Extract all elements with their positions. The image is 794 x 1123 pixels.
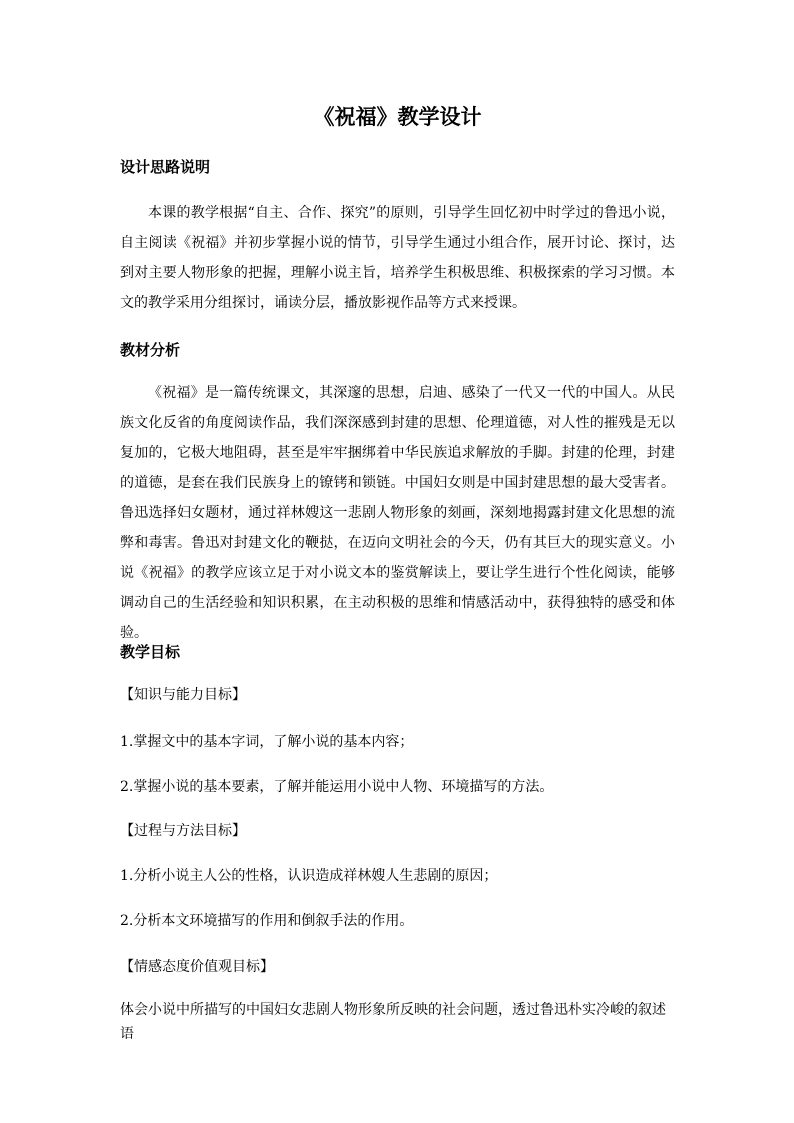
goal-item-process-2: 2.分析本文环境描写的作用和倒叙手法的作用。: [120, 913, 414, 929]
goal-item-knowledge-1: 1.掌握文中的基本字词，了解小说的基本内容；: [120, 734, 414, 750]
goal-item-process-1: 1.分析小说主人公的性格，认识造成祥林嫂人生悲剧的原因；: [120, 868, 498, 884]
section-heading-analysis: 教材分析: [120, 341, 181, 359]
goal-text-emotion: 体会小说中所描写的中国妇女悲剧人物形象所反映的社会问题，透过鲁迅朴实冷峻的叙述语: [120, 1002, 666, 1042]
goal-label-process: 【过程与方法目标】: [120, 823, 246, 839]
goal-label-emotion: 【情感态度价值观目标】: [120, 959, 274, 975]
section-heading-goals: 教学目标: [120, 643, 181, 661]
page-title: 《祝福》教学设计: [313, 104, 482, 129]
paragraph-design: 本课的教学根据“自主、合作、探究”的原则，引导学生回忆初中时学过的鲁迅小说，自主阅读《祝福》并初步掌握小说的情节，引导学生通过小组合作，展开讨论、探讨，达到对主要人物形象的把握，理解小说主旨，培养学生积极思维、积极探索的学习习惯。本文的教学采用分组探讨，诵读分层，播放影视作品等方式来授课。: [120, 205, 675, 311]
paragraph-analysis: 《祝福》是一篇传统课文，其深邃的思想，启迪、感染了一代又一代的中国人。从民族文化反省的角度阅读作品，我们深深感到封建的思想、伦理道德，对人性的摧残是无以复加的，它极大地阻碍，甚至是牢牢捆绑着中华民族追求解放的手脚。封建的伦理，封建的道德，是套在我们民族身上的镣铐和锁链。中国妇女则是中国封建思想的最大受害者。鲁迅选择妇女题材，通过祥林嫂这一悲剧人物形象的刻画，深刻地揭露封建文化思想的流弊和毒害。鲁迅对封建文化的鞭挞，在迈向文明社会的今天，仍有其巨大的现实意义。小说《祝福》的教学应该立足于对小说文本的鉴赏解读上，要让学生进行个性化阅读，能够调动自己的生活经验和知识积累，在主动积极的思维和情感活动中，获得独特的感受和体验。: [120, 385, 675, 641]
section-heading-design: 设计思路说明: [120, 158, 211, 176]
goal-label-knowledge: 【知识与能力目标】: [120, 687, 246, 703]
goal-item-knowledge-2: 2.掌握小说的基本要素，了解并能运用小说中人物、环境描写的方法。: [120, 779, 554, 795]
